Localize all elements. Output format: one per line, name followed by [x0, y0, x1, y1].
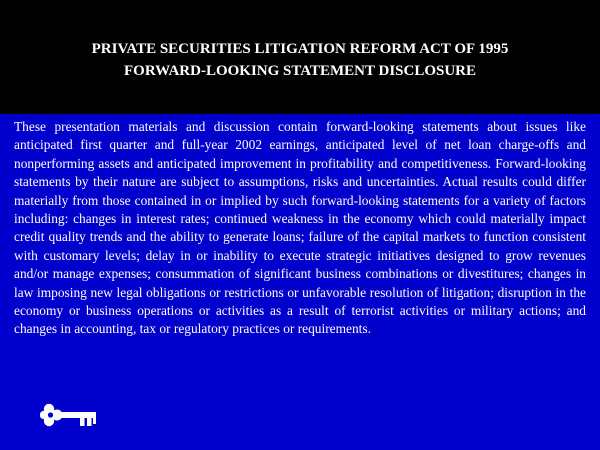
title-line-2: FORWARD-LOOKING STATEMENT DISCLOSURE: [123, 63, 477, 79]
disclosure-text: These presentation materials and discussion contain forward-looking statements about issues like anticipated first quarter and full-year 2002 earnings, anticipated level of net loan charge-offs and nonperforming assets and anticipated improvement in profitability and competitiveness. Forward-looking statements by their nature are subject to assumptions, risks and uncertainties. Actual results could differ materially from those contained in or implied by such forward-looking statements for a variety of factors including: changes in interest rates; continued weakness in the economy which could materially impact credit quality trends and the ability to generate loans; failure of the capital markets to function consistent with customary levels; delay in or inability to execute strategic initiatives designed to grow revenues and/or manage expenses; consummation of significant business combinations or divestitures; changes in law imposing new legal obligations or restrictions or unfavorable resolution of litigation; disruption in the economy or business operations or activities as a result of terrorist activities or military actions; and changes in accounting, tax or regulatory practices or requirements.: [14, 119, 586, 337]
title-line-1: PRIVATE SECURITIES LITIGATION REFORM ACT OF 1995: [91, 41, 509, 57]
key-logo-icon: [40, 401, 102, 429]
title-banner: [0, 0, 600, 114]
